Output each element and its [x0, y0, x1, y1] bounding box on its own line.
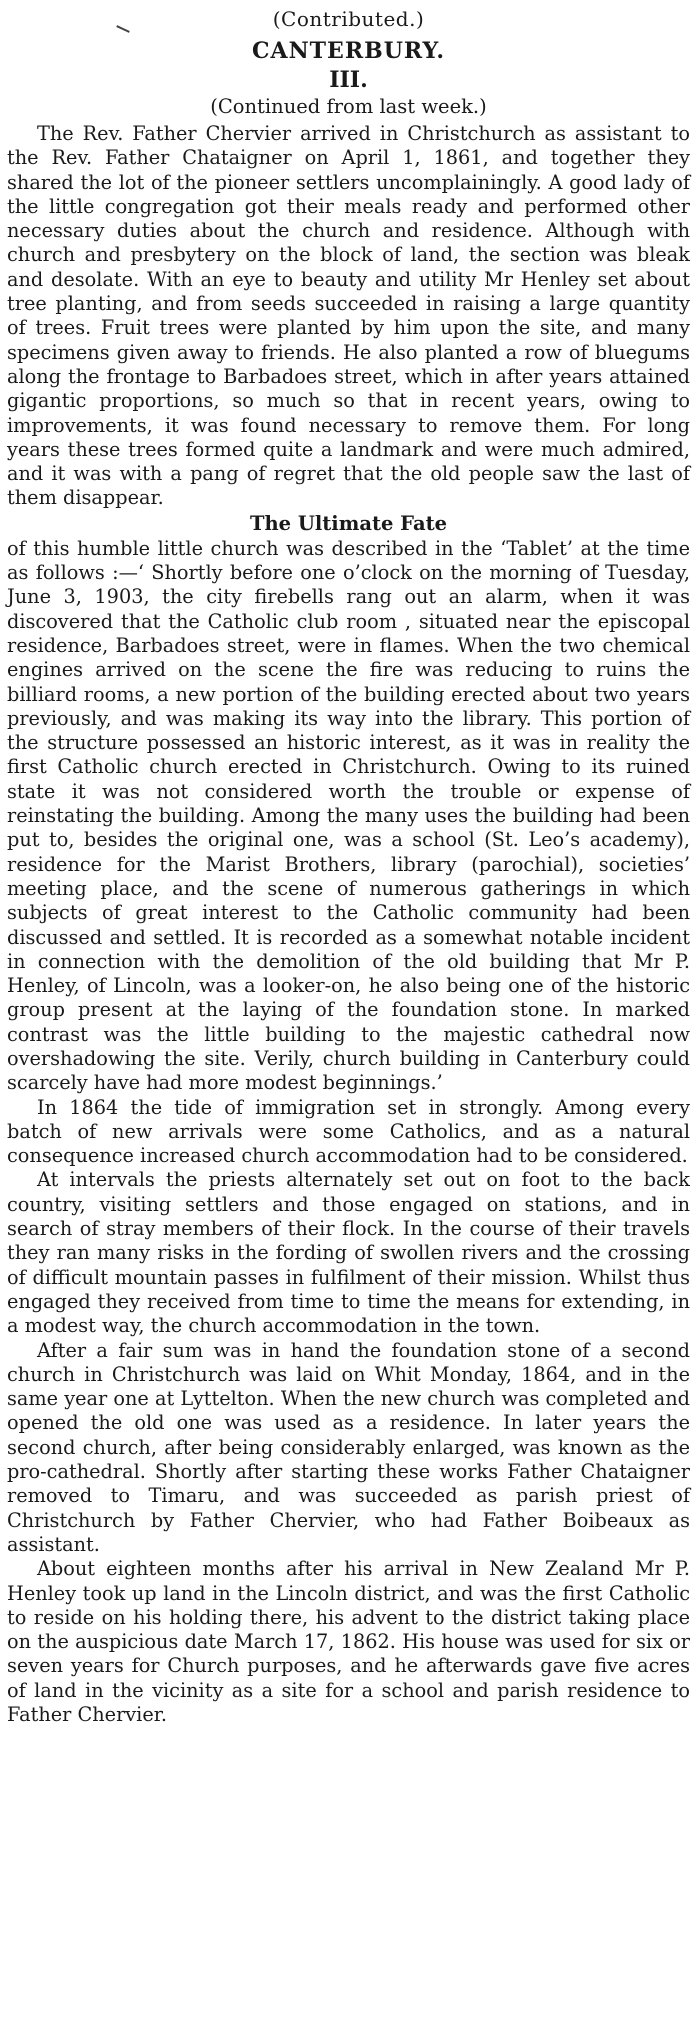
- continued-note: (Continued from last week.): [210, 95, 487, 118]
- paragraph-4: At intervals the priests alternately set out on foot to the back country, visiting settlers and those engaged on stations, and in search of stray members of their flock. In the course of their travels they ran many risks in the fording of swollen rivers and the crossing of difficult mountain passes in fulfilment of their mission. Whilst thus engaged they received from time to time the means for extending, in a modest way, the church accommodation in the town.: [7, 1168, 690, 1338]
- paragraph-3: In 1864 the tide of immigration set in strongly. Among every batch of new arrivals were some Catholics, and as a natural consequence increased church accommodation had to be considered.: [7, 1095, 690, 1168]
- paragraph-5: After a fair sum was in hand the foundation stone of a second church in Christchurch was laid on Whit Monday, 1864, and in the same year one at Lyttelton. When the new church was completed and opened the old one was used as a residence. In later years the second church, after being considerably enlarged, was known as the pro-cathedral. Shortly after starting these works Father Chataigner removed to Timaru, and was succeeded as parish priest of Christchurch by Father Chervier, who had Father Boibeaux as assistant.: [7, 1338, 690, 1556]
- subheading-ultimate-fate: The Ultimate Fate: [249, 511, 447, 535]
- paragraph-1: The Rev. Father Chervier arrived in Christchurch as assistant to the Rev. Father Chataigner on April 1, 1861, and together they shared the lot of the pioneer settlers uncomplainingly. A good lady of the little congregation got their meals ready and performed other necessary duties about the church and residence. Although with church and presbytery on the block of land, the section was bleak and desolate. With an eye to beauty and utility Mr Henley set about tree planting, and from seeds succeeded in raising a large quantity of trees. Fruit trees were planted by him upon the site, and many specimens given away to friends. He also planted a row of bluegums along the frontage to Barbadoes street, which in after years attained gigantic proportions, so much so that in recent years, owing to improvements, it was found necessary to remove them. For long years these trees formed quite a landmark and were much admired, and it was with a pang of regret that the old people saw the last of them disappear.: [7, 122, 690, 510]
- part-number: III.: [329, 67, 368, 93]
- article-title: CANTERBURY.: [251, 38, 446, 64]
- paragraph-2: of this humble little church was described in the ‘Tablet’ at the time as follows :—‘ Shortly before one o’clock on the morning of Tuesday, June 3, 1903, the city firebells rang out an alarm, when it was discovered that the Catholic club room , situated near the episcopal residence, Barbadoes street, were in flames. When the two chemical engines arrived on the scene the fire was reducing to ruins the billiard rooms, a new portion of the building erected about two years previously, and was making its way into the library. This portion of the structure possessed an historic interest, as it was in reality the first Catholic church erected in Christchurch. Owing to its ruined state it was not considered worth the trouble or expense of reinstating the building. Among the many uses the building had been put to, besides the original one, was a school (St. Leo’s academy), residence for the Marist Brothers, library (parochial), societies’ meeting place, and the scene of numerous gatherings in which subjects of great interest to the Catholic community had been discussed and settled. It is recorded as a somewhat notable incident in connection with the demolition of the old building that Mr P. Henley, of Lincoln, was a looker-on, he also being one of the historic group present at the laying of the foundation stone. In marked contrast was the little building to the majestic cathedral now overshadowing the site. Verily, church building in Canterbury could scarcely have had more modest beginnings.’: [7, 536, 690, 1095]
- paragraph-6: About eighteen months after his arrival in New Zealand Mr P. Henley took up land in the Lincoln district, and was the first Catholic to reside on his holding there, his advent to the district taking place on the auspicious date March 17, 1862. His house was used for six or seven years for Church purposes, and he afterwards gave five acres of land in the vicinity as a site for a school and parish residence to Father Chervier.: [7, 1557, 690, 1726]
- contributed-note: (Contributed.): [272, 7, 425, 31]
